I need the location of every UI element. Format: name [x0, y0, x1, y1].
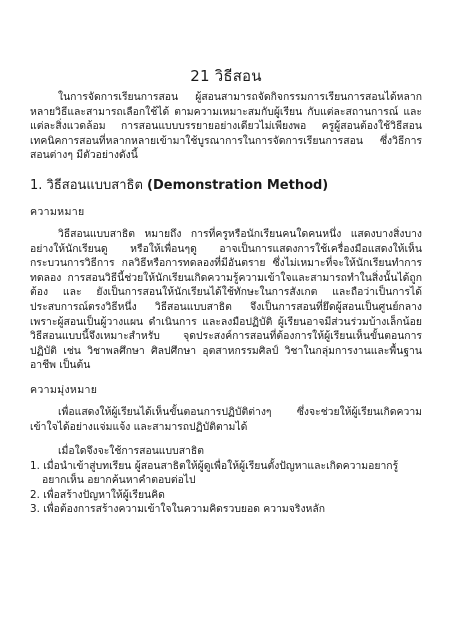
section-title-thai: วิธีสอนแบบสาธิต: [46, 177, 143, 193]
meaning-paragraph: วิธีสอนแบบสาธิต หมายถึง การที่ครูหรือนักเรียนคนใดคนหนึ่ง แสดงบางสิ่งบางอย่างให้นักเรียนดู หรือให้เพื่อนๆดู อาจเป็นการแสดงการใช้เครื่องมือแสดงให้เห็นกระบวนการวิธีการ กลวิธีหรือการทดลองที่มีอันตราย ซึ่งไม่เหมาะที่จะให้นักเรียนทำการทดลอง การสอนวิธีนี้ช่วยให้นักเรียนเกิดความรู้ความเข้าใจและสามารถทำในสิ่งนั้นได้ถูกต้อง และ ยังเป็นการสอนให้นักเรียนได้ใช้ทักษะในการสังเกต และถือว่าเป็นการได้ประสบการณ์ตรงวิธีหนึ่ง วิธีสอนแบบสาธิต จึงเป็นการสอนที่ยึดผู้สอนเป็นศูนย์กลาง เพราะผู้สอนเป็นผู้วางแผน ดำเนินการ และลงมือปฏิบัติ ผู้เรียนอาจมีส่วนร่วมบ้างเล็กน้อย วิธีสอนแบบนี้จึงเหมาะสำหรับ จุดประสงค์การสอนที่ต้องการให้ผู้เรียนเห็นขั้นตอนการปฏิบัติ เช่น วิชาพลศึกษา ศิลปศึกษา อุตสาหกรรมศิลป์ วิชาในกลุ่มการงานและพื้นฐานอาชีพ เป็นต้น: [30, 227, 422, 372]
purpose-paragraph: เพื่อแสดงให้ผู้เรียนได้เห็นขั้นตอนการปฏิบัติต่างๆ ซึ่งจะช่วยให้ผู้เรียนเกิดความเข้าใจได้อย่างแจ่มแจ้ง และสามารถปฏิบัติตามได้: [30, 405, 422, 433]
spacer: [30, 434, 422, 444]
section-title-english: (Demonstration Method): [147, 177, 329, 193]
list-item: 2. เพื่อสร้างปัญหาให้ผู้เรียนคิด: [30, 488, 165, 501]
section-number: 1.: [30, 177, 43, 193]
page-title: 21 วิธีสอน: [190, 67, 262, 85]
list-item-continuation: อยากเห็น อยากค้นหาคำตอบต่อไป: [42, 474, 196, 487]
list-item: 1. เมื่อนำเข้าสู่บทเรียน ผู้สอนสาธิตให้ผู้ดูเพื่อให้ผู้เรียนตั้งปัญหาและเกิดความอยากรู้: [30, 459, 399, 472]
when-label: เมื่อใดจึงจะใช้การสอนแบบสาธิต: [58, 445, 204, 458]
intro-paragraph: ในการจัดการเรียนการสอน ผู้สอนสามารถจัดกิจกรรมการเรียนการสอนได้หลากหลายวิธีและสามารถเลือกใช้ได้ ตามความเหมาะสมกับผู้เรียน กับแต่ละสถานการณ์ และแต่ละสิ่งแวดล้อม การสอนแบบบรรยายอย่างเดียวไม่เพียงพอ ครูผู้สอนต้องใช้วิธีสอน เทคนิคการสอนที่หลากหลายเข้ามาใช้บูรณาการในการจัดการเรียนการสอน ซึ่งวิธีการสอนต่างๆ มีตัวอย่างดังนี้: [30, 91, 422, 162]
meaning-label: ความหมาย: [30, 205, 85, 218]
list-item: 3. เพื่อต้องการสร้างความเข้าใจในความคิดรวบยอด ความจริงหลัก: [30, 503, 326, 516]
section-heading: [30, 177, 422, 195]
purpose-label: ความมุ่งหมาย: [30, 383, 98, 396]
